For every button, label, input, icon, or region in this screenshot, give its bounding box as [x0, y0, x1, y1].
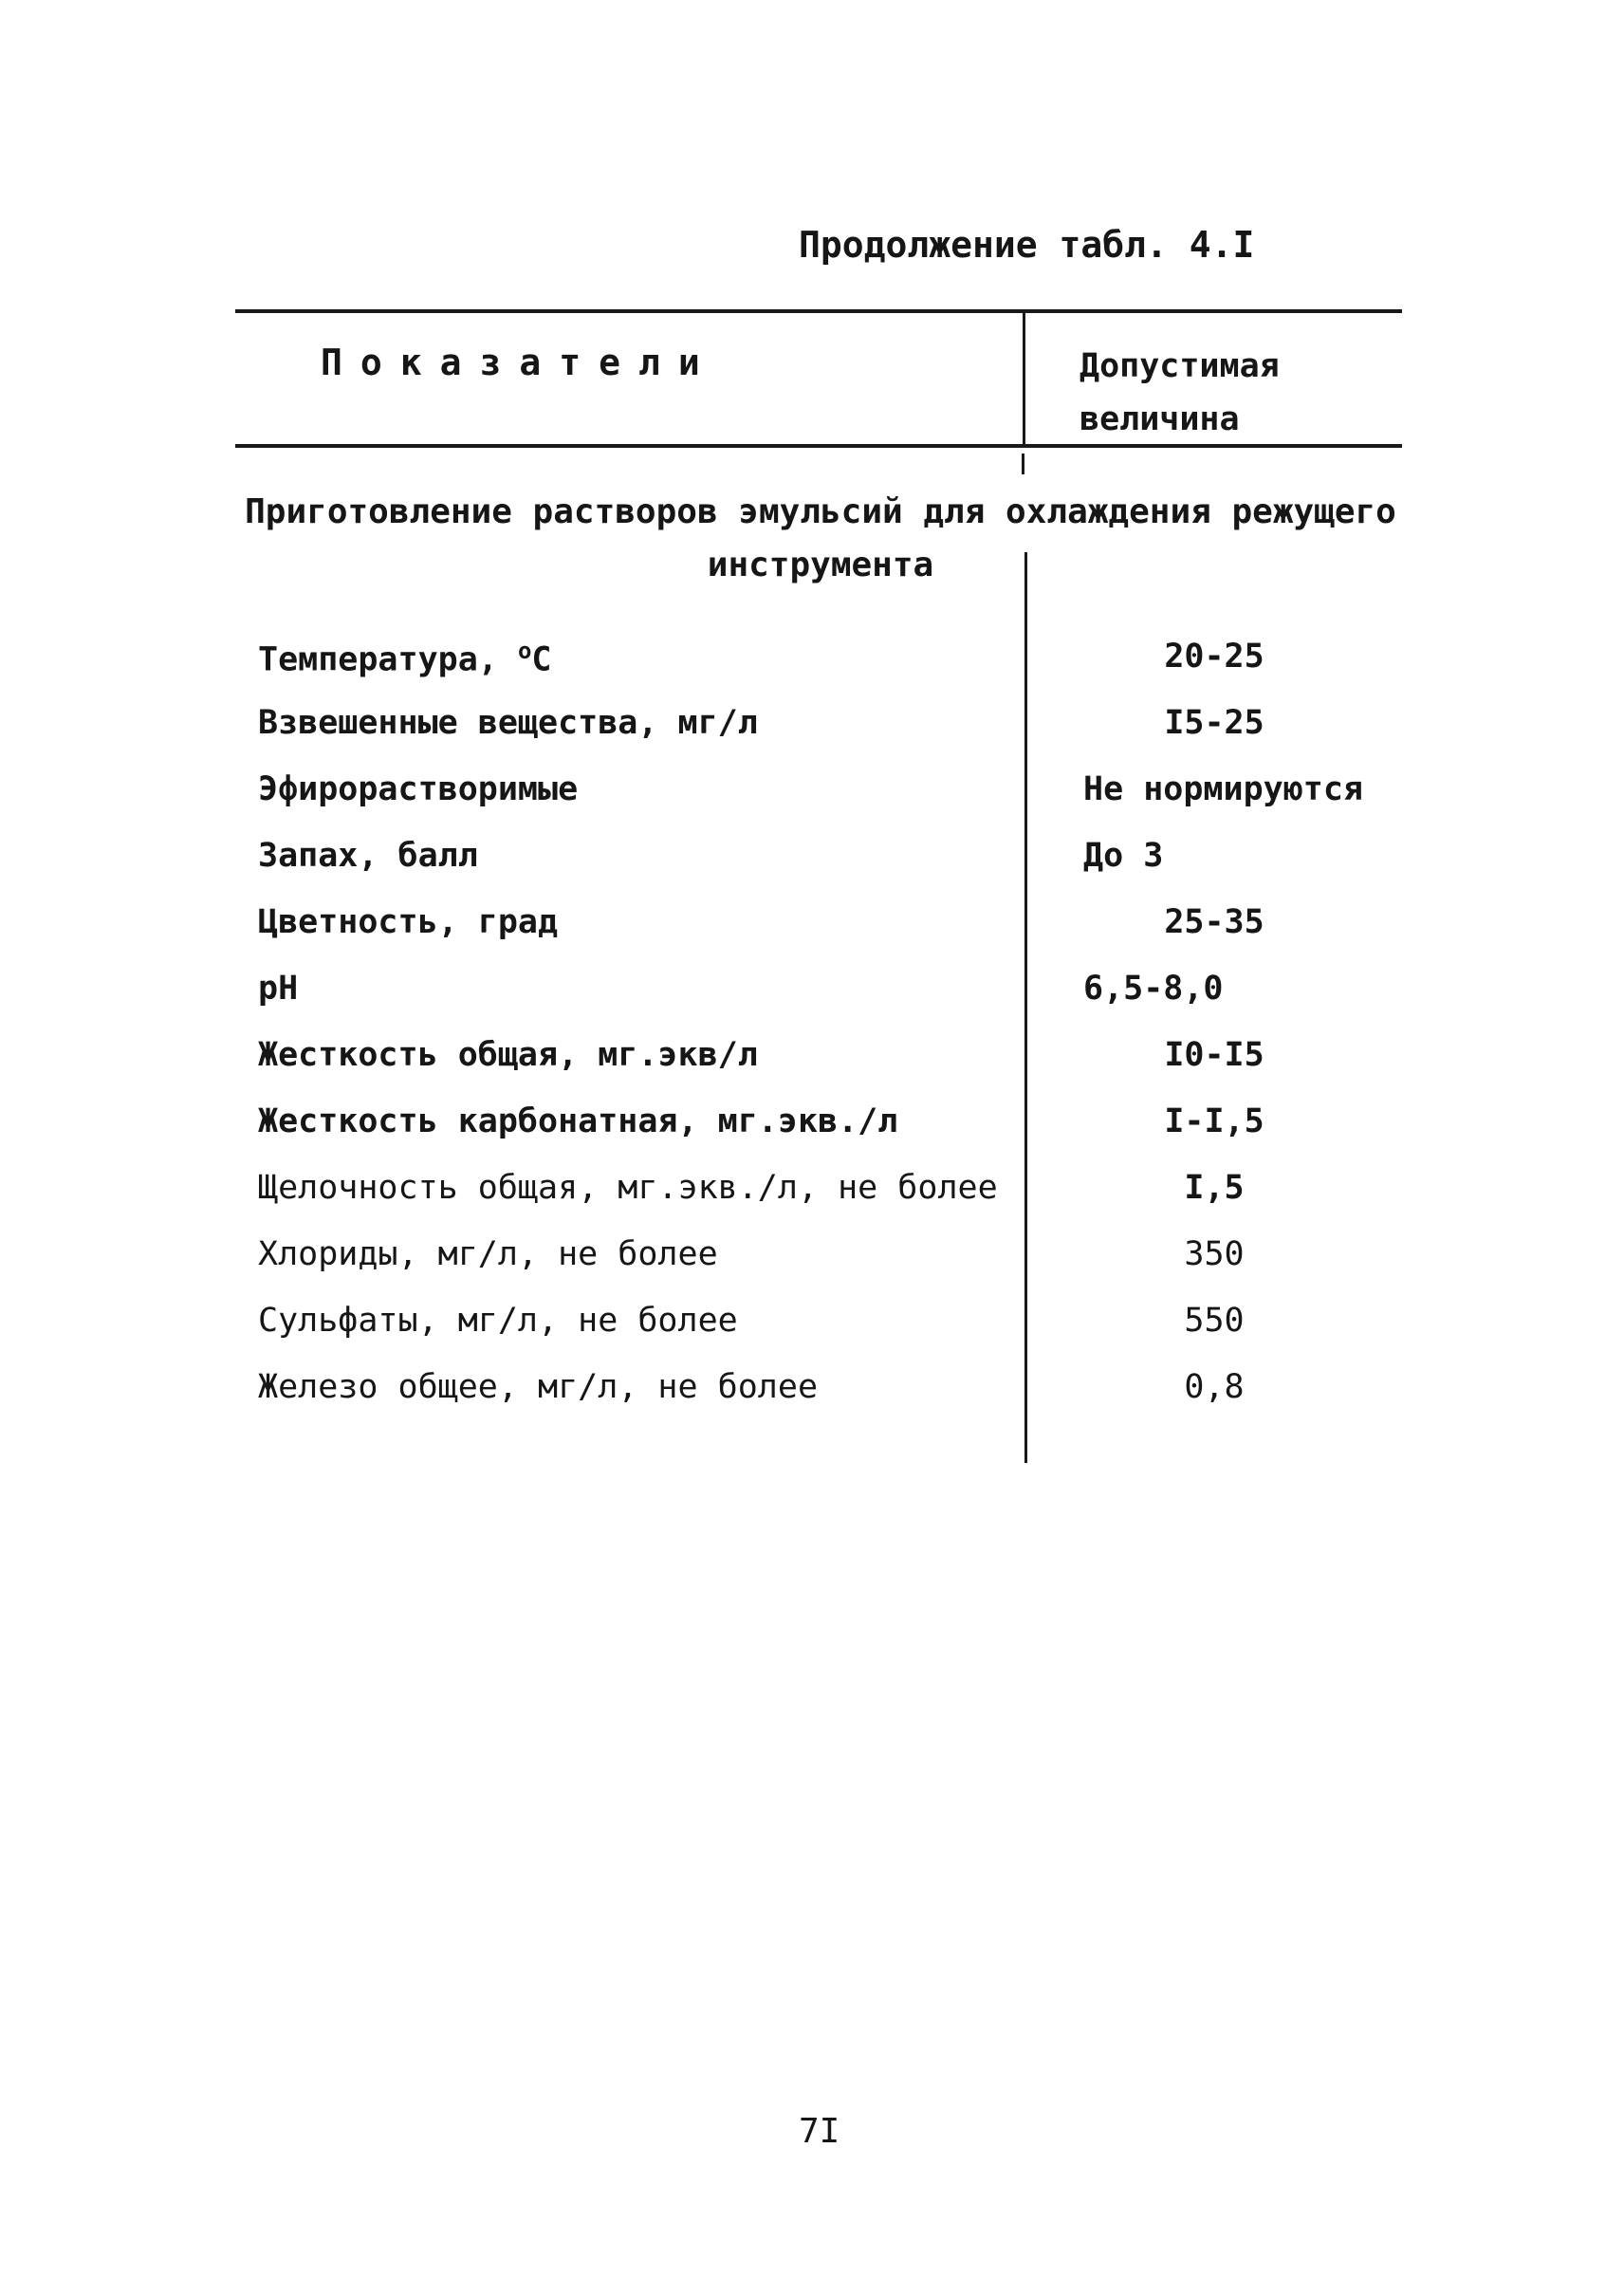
- row-value: I5-25: [1164, 704, 1264, 742]
- column-divider-stub: [1022, 454, 1024, 474]
- row-value: До 3: [1083, 837, 1164, 875]
- header-column-divider: [1023, 309, 1025, 448]
- row-parameter: Температура, $^o$C: [258, 638, 552, 679]
- table-row: [258, 704, 1415, 761]
- table-row: [258, 638, 1415, 694]
- row-value: 550: [1184, 1302, 1245, 1340]
- row-value: 20-25: [1164, 638, 1264, 676]
- row-value: 0,8: [1184, 1368, 1245, 1406]
- column-header-parameter: Показатели: [321, 342, 718, 383]
- row-parameter: Хлориды, мг/л, не более: [258, 1235, 718, 1273]
- table-row: [258, 1169, 1415, 1226]
- table-row: [258, 1102, 1415, 1159]
- row-parameter: Запах, балл: [258, 837, 478, 875]
- column-header-value: Допустимая величина: [1080, 347, 1280, 438]
- table-continuation-caption: Продолжение табл. 4.I: [799, 224, 1255, 266]
- row-value: 350: [1184, 1235, 1245, 1273]
- table-row: [258, 1036, 1415, 1093]
- header-bottom-rule: [235, 444, 1402, 448]
- row-value: Не нормируются: [1083, 770, 1364, 808]
- row-value: 6,5-8,0: [1083, 970, 1224, 1008]
- row-parameter: Щелочность общая, мг.экв./л, не более: [258, 1169, 998, 1207]
- row-value: I-I,5: [1164, 1102, 1264, 1140]
- row-parameter: Цветность, град: [258, 903, 559, 941]
- table-row: [258, 1302, 1415, 1359]
- table-row: [258, 970, 1415, 1027]
- row-value: I0-I5: [1164, 1036, 1264, 1074]
- table-row: [258, 770, 1415, 827]
- table-row: [258, 1368, 1415, 1425]
- row-parameter: Жесткость карбонатная, мг.экв./л: [258, 1102, 898, 1140]
- table-top-rule: [235, 309, 1402, 313]
- row-parameter: Эфирорастворимые: [258, 770, 579, 808]
- row-parameter: Взвешенные вещества, мг/л: [258, 704, 758, 742]
- section-title: Приготовление растворов эмульсий для охлаждения режущего инструмента: [245, 492, 1396, 584]
- row-value: 25-35: [1164, 903, 1264, 941]
- page-number: 7I: [799, 2112, 840, 2151]
- row-value: I,5: [1184, 1169, 1245, 1207]
- row-parameter: Железо общее, мг/л, не более: [258, 1368, 819, 1406]
- row-parameter: Сульфаты, мг/л, не более: [258, 1302, 738, 1340]
- row-parameter: pH: [258, 970, 299, 1008]
- table-row: [258, 837, 1415, 894]
- table-row: [258, 903, 1415, 960]
- table-row: [258, 1235, 1415, 1292]
- row-parameter: Жесткость общая, мг.экв/л: [258, 1036, 758, 1074]
